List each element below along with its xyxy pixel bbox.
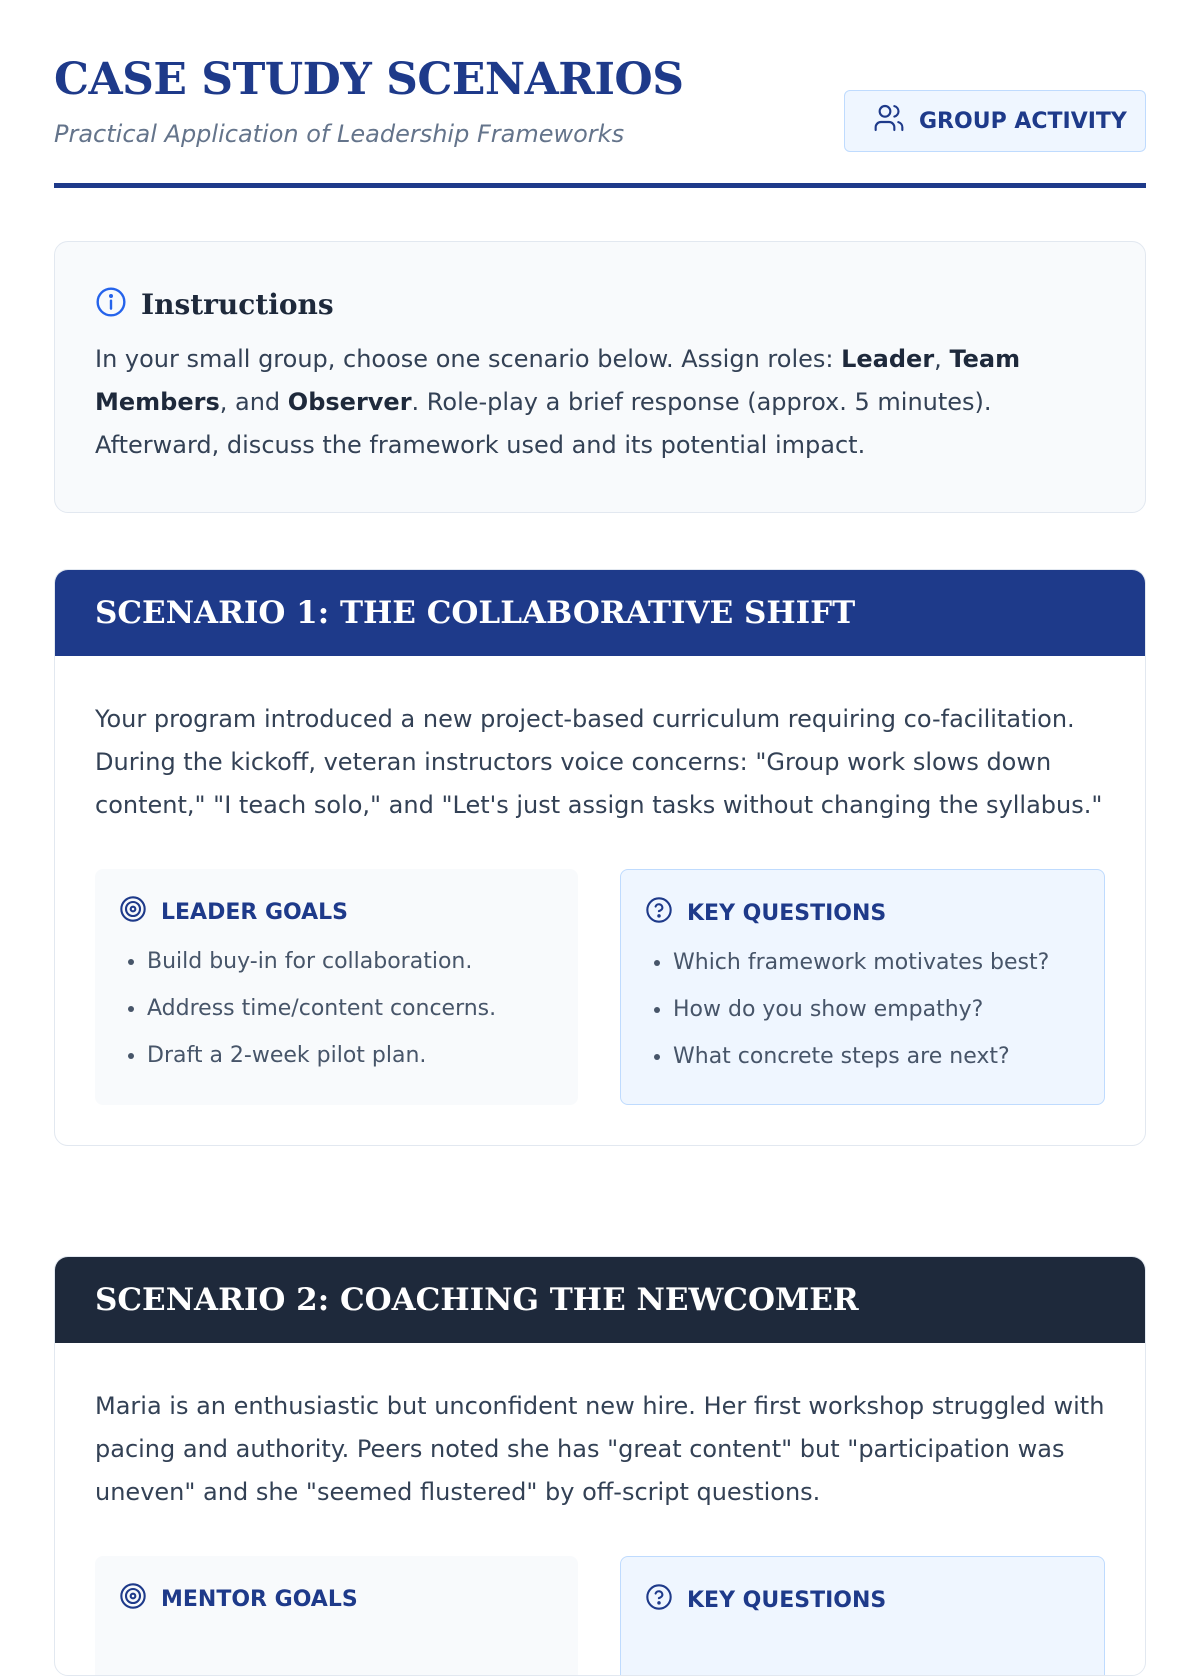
target-icon [119, 895, 147, 929]
group-activity-badge [844, 90, 1146, 152]
role-team-members: Team Members [95, 345, 1021, 416]
page-subtitle: Practical Application of Leadership Frameworks [54, 120, 625, 148]
leader-goals-box [95, 869, 578, 1105]
role-leader: Leader [841, 345, 935, 373]
scenario-1-narrative: Your program introduced a new project-based curriculum requiring co-facilitation. During the kickoff, veteran instructors voice concerns: "Group work slows down content," "I teach solo," and "Let's just assign tasks without changing the syllabus." [95, 705, 1103, 819]
help-circle-icon [645, 896, 673, 930]
list-item: • Draft a 2-week pilot plan. [147, 1041, 554, 1071]
list-item: • Address time/content concerns. [147, 994, 554, 1024]
role-observer: Observer [287, 388, 412, 416]
page-header [54, 0, 1146, 188]
page [54, 0, 1146, 1613]
scenario-1-title: SCENARIO 1: THE COLLABORATIVE SHIFT [55, 570, 1145, 656]
instructions-panel [54, 241, 1146, 513]
scenario-2-narrative: Maria is an enthusiastic but unconfident new hire. Her first workshop struggled with pacing and authority. Peers noted she has "great content" but "participation was uneven" and she "seemed flustered" by off-script questions. [95, 1392, 1105, 1506]
list-item: • What concrete steps are next? [673, 1042, 1080, 1072]
mentor-goals-box [95, 1556, 578, 1676]
target-icon [119, 1582, 147, 1616]
list-item: • Build buy-in for collaboration. [147, 947, 554, 977]
mentor-goals-title: MENTOR GOALS [161, 1586, 358, 1612]
badge-label: GROUP ACTIVITY [919, 108, 1127, 134]
scenario-card-1 [54, 569, 1146, 1146]
key-questions-title: KEY QUESTIONS [687, 900, 887, 926]
instructions-title: Instructions [141, 287, 334, 321]
info-icon [95, 286, 127, 322]
key-questions-box [620, 1556, 1105, 1676]
key-questions-box [620, 869, 1105, 1105]
page-title: CASE STUDY SCENARIOS [54, 54, 684, 105]
leader-goals-title: LEADER GOALS [161, 899, 349, 925]
scenario-2-title: SCENARIO 2: COACHING THE NEWCOMER [55, 1257, 1145, 1343]
list-item: • Which framework motivates best? [673, 948, 1080, 978]
leader-goals-list [119, 947, 554, 1071]
users-icon [873, 102, 905, 140]
key-questions-title: KEY QUESTIONS [687, 1587, 887, 1613]
scenario-card-2 [54, 1256, 1146, 1676]
instructions-text: In your small group, choose one scenario below. Assign roles: Leader, Team Members, and Observer. Role-play a brief response (approx. 5 minutes). Afterward, discuss the framework used and its potential impact. [95, 345, 1021, 459]
key-questions-list [645, 948, 1080, 1072]
list-item: • How do you show empathy? [673, 995, 1080, 1025]
help-circle-icon [645, 1583, 673, 1617]
